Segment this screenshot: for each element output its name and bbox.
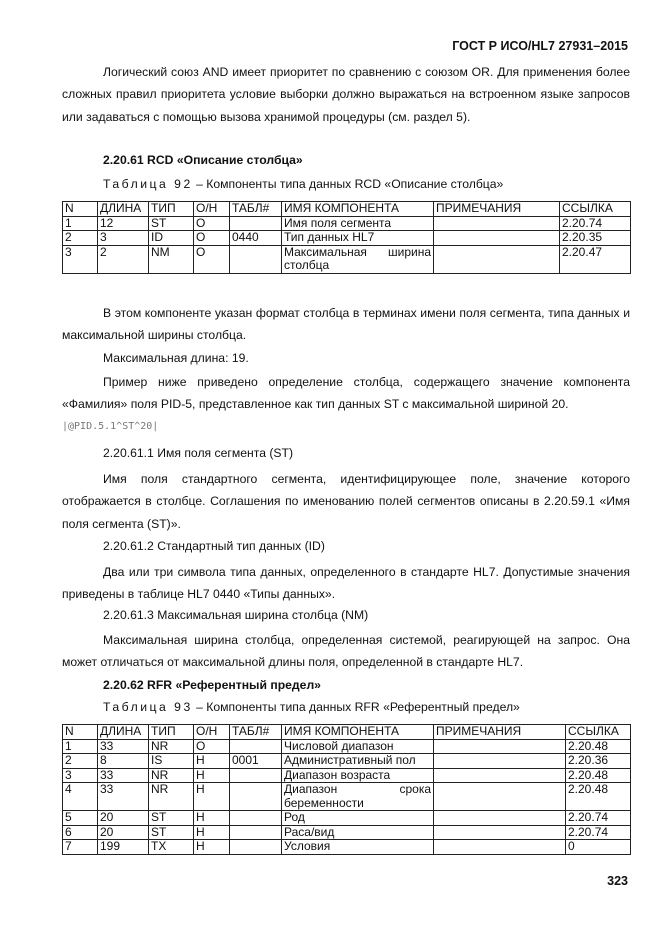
- subsection-paragraph: Имя поля стандартного сегмента, идентифицирующее поле, значение которого отображается в столбце. Соглашения по именованию полей сегментов описаны в 2.20.59.1 «Имя поля сегмента (ST)».: [62, 472, 630, 531]
- table-cell: 33: [98, 783, 149, 811]
- table-row: [63, 768, 631, 783]
- table-cell: H: [194, 783, 230, 811]
- table-cell: Диапазон срока беременности: [282, 783, 434, 811]
- example-paragraph: Пример ниже приведено определение столбца, содержащего значение компонента «Фамилия» поля PID-5, представленное как тип данных ST с максимальной шириной 20.: [62, 375, 630, 412]
- table-cell: 2.20.47: [560, 245, 631, 273]
- table-cell: [230, 825, 282, 840]
- table-caption-text: – Компоненты типа данных RCD «Описание столбца»: [192, 177, 504, 191]
- column-header: ПРИМЕЧАНИЯ: [434, 202, 560, 217]
- table-cell: Диапазон возраста: [282, 768, 434, 783]
- table-caption-label: Таблица 93: [103, 700, 193, 714]
- table-cell: 2: [63, 754, 98, 769]
- table-cell: [434, 245, 560, 273]
- table-cell: 2.20.48: [566, 739, 631, 754]
- table-cell: O: [194, 216, 230, 231]
- table-cell: ST: [149, 216, 194, 231]
- table-cell: 8: [98, 754, 149, 769]
- subsection-heading: 2.20.61.3 Максимальная ширина столбца (NM): [103, 608, 369, 622]
- table-cell: 2.20.74: [560, 216, 631, 231]
- table-cell: H: [194, 811, 230, 826]
- table-cell: Тип данных HL7: [282, 231, 434, 246]
- table-cell: H: [194, 840, 230, 855]
- table-caption-label: Таблица 92: [103, 177, 193, 191]
- table-rcd-components: [62, 201, 631, 274]
- table-caption-93: [103, 700, 520, 714]
- table-row: [63, 216, 631, 231]
- table-cell: H: [194, 754, 230, 769]
- column-header: ТИП: [149, 202, 194, 217]
- table-cell: IS: [149, 754, 194, 769]
- table-cell: [230, 811, 282, 826]
- table-cell: 0001: [230, 754, 282, 769]
- table-cell: 0440: [230, 231, 282, 246]
- column-header: О/Н: [194, 202, 230, 217]
- column-header: ТИП: [149, 725, 194, 740]
- table-cell: Максимальная ширина столбца: [282, 245, 434, 273]
- max-length-line: Максимальная длина: 19.: [103, 351, 249, 365]
- table-cell: Имя поля сегмента: [282, 216, 434, 231]
- table-cell: 20: [98, 825, 149, 840]
- table-cell: [230, 245, 282, 273]
- table-cell: Административный пол: [282, 754, 434, 769]
- table-cell: ST: [149, 811, 194, 826]
- column-header: ИМЯ КОМПОНЕНТА: [282, 725, 434, 740]
- table-cell: 6: [63, 825, 98, 840]
- section-heading-rfr: 2.20.62 RFR «Референтный предел»: [103, 678, 321, 692]
- table-cell: Род: [282, 811, 434, 826]
- table-row: [63, 231, 631, 246]
- table-cell: [230, 840, 282, 855]
- table-row: [63, 783, 631, 811]
- column-header: ССЫЛКА: [560, 202, 631, 217]
- table-cell: H: [194, 825, 230, 840]
- column-header: ССЫЛКА: [566, 725, 631, 740]
- paragraph-rcd-description: В этом компоненте указан формат столбца в терминах имени поля сегмента, типа данных и максимальной ширины столбца.: [62, 306, 630, 343]
- table-cell: 20: [98, 811, 149, 826]
- table-row: [63, 825, 631, 840]
- table-cell: 3: [63, 245, 98, 273]
- intro-paragraph: Логический союз AND имеет приоритет по сравнению с союзом OR. Для применения более сложных правил приоритета условие выборки должно выражаться на встроенном языке запросов или задаваться с помощью вызова хранимой процедуры (см. раздел 5).: [62, 65, 630, 124]
- table-cell: Числовой диапазон: [282, 739, 434, 754]
- column-header: ПРИМЕЧАНИЯ: [434, 725, 566, 740]
- table-cell: O: [194, 245, 230, 273]
- example-code: |@PID.5.1^ST^20|: [62, 421, 159, 432]
- table-cell: NM: [149, 245, 194, 273]
- table-cell: [230, 783, 282, 811]
- table-rfr-components: [62, 724, 631, 855]
- column-header: ИМЯ КОМПОНЕНТА: [282, 202, 434, 217]
- table-cell: [434, 783, 566, 811]
- table-header-row: [63, 725, 631, 740]
- table-cell: [434, 231, 560, 246]
- table-cell: 2.20.74: [566, 811, 631, 826]
- table-cell: TX: [149, 840, 194, 855]
- table-cell: 2: [98, 245, 149, 273]
- table-cell: 1: [63, 739, 98, 754]
- table-row: [63, 840, 631, 855]
- table-cell: [434, 840, 566, 855]
- table-cell: [434, 811, 566, 826]
- column-header: N: [63, 725, 98, 740]
- table-cell: 2.20.36: [566, 754, 631, 769]
- table-cell: 2.20.74: [566, 825, 631, 840]
- table-cell: ST: [149, 825, 194, 840]
- table-cell: 5: [63, 811, 98, 826]
- subsection-paragraph: Максимальная ширина столбца, определенная системой, реагирующей на запрос. Она может отличаться от максимальной длины поля, определенной в стандарте HL7.: [62, 633, 630, 670]
- table-cell: [434, 754, 566, 769]
- table-cell: [434, 216, 560, 231]
- table-cell: [434, 825, 566, 840]
- table-cell: [434, 739, 566, 754]
- table-cell: Раса/вид: [282, 825, 434, 840]
- table-row: [63, 811, 631, 826]
- table-cell: 2.20.35: [560, 231, 631, 246]
- table-cell: 3: [63, 768, 98, 783]
- table-cell: O: [194, 231, 230, 246]
- table-caption-text: – Компоненты типа данных RFR «Референтный предел»: [192, 700, 520, 714]
- table-cell: [230, 768, 282, 783]
- table-cell: 0: [566, 840, 631, 855]
- table-cell: 12: [98, 216, 149, 231]
- column-header: О/Н: [194, 725, 230, 740]
- subsection-heading: 2.20.61.2 Стандартный тип данных (ID): [103, 539, 325, 553]
- table-cell: [230, 216, 282, 231]
- table-row: [63, 245, 631, 273]
- table-cell: NR: [149, 768, 194, 783]
- table-cell: 3: [98, 231, 149, 246]
- table-header-row: [63, 202, 631, 217]
- table-cell: Условия: [282, 840, 434, 855]
- column-header: ДЛИНА: [98, 725, 149, 740]
- table-cell: 2.20.48: [566, 783, 631, 811]
- table-cell: NR: [149, 739, 194, 754]
- page-number: 323: [607, 874, 628, 888]
- table-cell: 7: [63, 840, 98, 855]
- table-cell: 33: [98, 739, 149, 754]
- table-cell: 1: [63, 216, 98, 231]
- table-cell: 199: [98, 840, 149, 855]
- table-cell: [230, 739, 282, 754]
- table-cell: 2.20.48: [566, 768, 631, 783]
- table-cell: ID: [149, 231, 194, 246]
- table-caption-92: [103, 177, 503, 191]
- column-header: ДЛИНА: [98, 202, 149, 217]
- table-row: [63, 739, 631, 754]
- table-row: [63, 754, 631, 769]
- column-header: N: [63, 202, 98, 217]
- table-cell: 33: [98, 768, 149, 783]
- subsection-heading: 2.20.61.1 Имя поля сегмента (ST): [103, 446, 294, 460]
- table-cell: O: [194, 739, 230, 754]
- table-cell: H: [194, 768, 230, 783]
- column-header: ТАБЛ#: [230, 725, 282, 740]
- table-cell: 4: [63, 783, 98, 811]
- table-cell: [434, 768, 566, 783]
- document-id: ГОСТ Р ИСО/HL7 27931–2015: [452, 39, 628, 53]
- section-heading-rcd: 2.20.61 RCD «Описание столбца»: [103, 153, 303, 167]
- table-cell: 2: [63, 231, 98, 246]
- column-header: ТАБЛ#: [230, 202, 282, 217]
- subsection-paragraph: Два или три символа типа данных, определенного в стандарте HL7. Допустимые значения приведены в таблице HL7 0440 «Типы данных».: [62, 565, 630, 602]
- table-cell: NR: [149, 783, 194, 811]
